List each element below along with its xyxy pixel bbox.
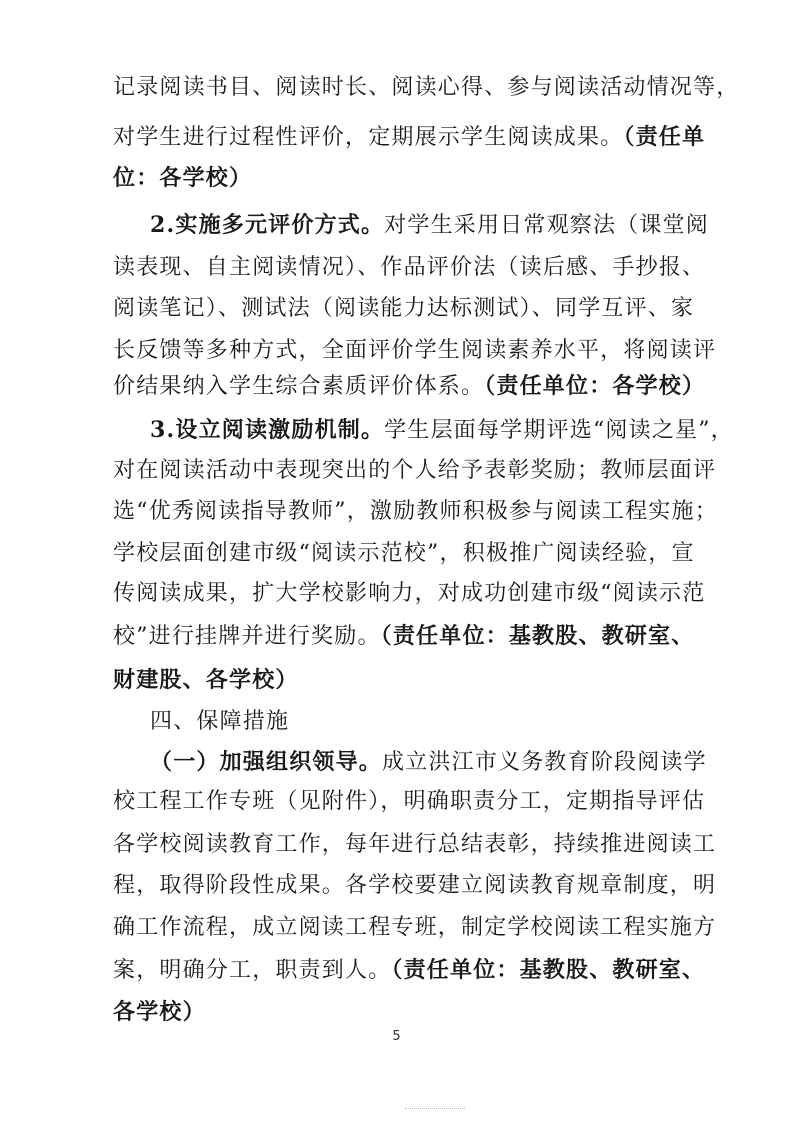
- text-segment: 程，取得阶段性成果。各学校要建立阅读教育规章制度，明: [113, 873, 717, 898]
- text-segment: 对学生进行过程性评价，定期展示学生阅读成果。: [113, 125, 624, 150]
- text-line: [113, 994, 206, 1030]
- text-segment: 案，明确分工，职责到人。: [113, 958, 392, 983]
- text-line: [150, 704, 289, 740]
- bold-text-segment: 位：各学校）: [113, 165, 253, 191]
- text-line: [113, 868, 716, 904]
- text-line: [113, 910, 716, 946]
- text-segment: 阅读笔记）、测试法（阅读能力达标测试）、同学互评、家: [113, 296, 695, 321]
- text-line: [113, 160, 252, 196]
- text-line: [113, 250, 705, 286]
- text-segment: 记录阅读书目、阅读时长、阅读心得、参与阅读活动情况等，: [113, 75, 740, 100]
- text-line: [113, 494, 718, 530]
- text-line: [113, 536, 695, 572]
- page-number: 5: [392, 1029, 401, 1044]
- text-segment: 选“优秀阅读指导教师”，激励教师积极参与阅读工程实施；: [113, 499, 718, 524]
- text-line: [113, 827, 716, 863]
- scan-artifact: [405, 1108, 465, 1113]
- text-segment: 对学生采用日常观察法（课堂阅: [384, 213, 709, 238]
- text-segment: 传阅读成果，扩大学校影响力，对成功创建市级“阅读示范: [113, 581, 706, 606]
- text-segment: 四、保障措施: [150, 709, 290, 734]
- text-segment: 校工程工作专班（见附件），明确职责分工，定期指导评估: [113, 789, 706, 814]
- text-line: [113, 119, 705, 155]
- bold-text-segment: （一）加强组织领导。: [150, 749, 383, 775]
- bold-text-segment: （责任单位：基教股、教研室、: [380, 623, 695, 649]
- text-line: [113, 576, 705, 612]
- bold-text-segment: 各学校）: [113, 999, 206, 1025]
- text-segment: 长反馈等多种方式，全面评价学生阅读素养水平，将阅读评: [113, 338, 717, 363]
- text-segment: 对在阅读活动中表现突出的个人给予表彰奖励；教师层面评: [113, 458, 717, 483]
- bold-text-segment: （责任单: [623, 124, 706, 150]
- text-line: [113, 333, 716, 369]
- text-line: [113, 70, 739, 106]
- text-segment: 确工作流程，成立阅读工程专班，制定学校阅读工程实施方: [113, 915, 717, 940]
- bold-text-segment: （责任单位：各学校）: [484, 373, 706, 399]
- text-line: [150, 744, 707, 780]
- text-line: [113, 662, 299, 698]
- text-line: [113, 453, 716, 489]
- text-segment: 成立洪江市义务教育阶段阅读学: [382, 750, 707, 775]
- text-line: [113, 618, 694, 654]
- text-line: [113, 291, 694, 327]
- text-line: [150, 412, 734, 448]
- text-line: [113, 952, 705, 988]
- text-segment: 各学校阅读教育工作，每年进行总结表彰，持续推进阅读工: [113, 832, 717, 857]
- text-segment: 校”进行挂牌并进行奖励。: [113, 624, 381, 649]
- text-line: [113, 368, 705, 404]
- bold-text-segment: （责任单位：基教股、教研室、: [391, 957, 706, 983]
- text-segment: 价结果纳入学生综合素质评价体系。: [113, 374, 485, 399]
- bold-text-segment: 3.设立阅读激励机制。: [150, 417, 385, 443]
- text-segment: 学校层面创建市级“阅读示范校”，积极推广阅读经验，宣: [113, 541, 695, 566]
- bold-text-segment: 2.实施多元评价方式。: [150, 212, 385, 238]
- text-segment: 读表现、自主阅读情况）、作品评价法（读后感、手抄报、: [113, 255, 706, 280]
- bold-text-segment: 财建股、各学校）: [113, 667, 299, 693]
- text-line: [113, 784, 705, 820]
- text-segment: 学生层面每学期评选“阅读之星”，: [384, 418, 734, 443]
- text-line: [150, 207, 709, 243]
